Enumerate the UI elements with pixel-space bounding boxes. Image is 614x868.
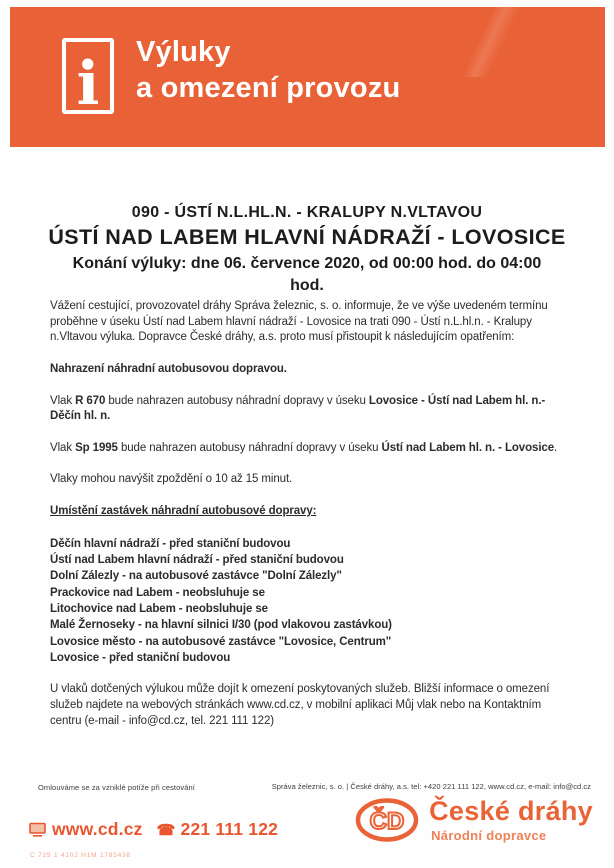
train1-prefix: Vlak bbox=[50, 394, 76, 407]
train1-number: R 670 bbox=[75, 394, 106, 407]
stop-item: Lovosice město - na autobusové zastávce "Lovosice, Centrum" bbox=[50, 635, 392, 648]
info-icon-glyph: i bbox=[76, 48, 100, 119]
cd-logo-name: České dráhy bbox=[429, 795, 593, 826]
header-title-line2: a omezení provozu bbox=[136, 72, 401, 105]
stop-item: Lovosice - před staniční budovou bbox=[50, 651, 231, 664]
document-title-block bbox=[0, 204, 614, 296]
train1-paragraph bbox=[50, 394, 572, 425]
company-contact-line: Správa železnic, s. o. | České dráhy, a.s. tel: +420 221 111 122, www.cd.cz, e-mail: info@cd.cz bbox=[271, 782, 591, 791]
phone-icon: ☎ bbox=[156, 821, 176, 839]
train2-mid: bude nahrazen autobusy náhradní dopravy v úseku bbox=[117, 441, 382, 454]
closure-date-line1: Konání výluky: dne 06. července 2020, od 00:00 hod. do 04:00 bbox=[72, 255, 542, 272]
stops-list bbox=[50, 536, 572, 667]
measure-heading: Nahrazení náhradní autobusovou dopravou. bbox=[50, 362, 287, 375]
train2-number: Sp 1995 bbox=[75, 441, 118, 454]
phone-number: 221 111 122 bbox=[180, 819, 279, 839]
stop-item: Litochovice nad Labem - neobsluhuje se bbox=[50, 602, 268, 615]
info-icon bbox=[62, 38, 114, 119]
ceske-drahy-logo-block bbox=[355, 796, 593, 844]
train2-suffix: . bbox=[554, 441, 558, 454]
header-band bbox=[10, 7, 605, 147]
section-title: ÚSTÍ NAD LABEM HLAVNÍ NÁDRAŽÍ - LOVOSICE bbox=[48, 225, 566, 249]
train1-mid: bude nahrazen autobusy náhradní dopravy v úseku bbox=[105, 394, 369, 407]
scan-fold-artifact bbox=[405, 7, 575, 77]
closure-date-line2: hod. bbox=[290, 276, 324, 294]
closing-paragraph: U vlaků dotčených výlukou může dojít k omezení poskytovaných služeb. Bližší informace o omezení služeb najdete na webových stránkách www.cd.cz, v mobilní aplikaci Můj vlak nebo na Kontaktním centru (e-mail - info@cd.cz, tel. 221 111 122) bbox=[50, 683, 550, 727]
print-code: C 725 1 4102 H1M 1785438 bbox=[30, 852, 131, 859]
apology-note: Omlouváme se za vzniklé potíže při cestování bbox=[38, 783, 195, 792]
train1-route: Lovosice - Ústí nad Labem hl. n.- Děčín hl. n. bbox=[50, 394, 546, 423]
stop-item: Děčín hlavní nádraží - před staniční budovou bbox=[50, 537, 291, 550]
train2-route: Ústí nad Labem hl. n. - Lovosice bbox=[381, 441, 555, 454]
cd-logo-words bbox=[429, 795, 593, 843]
route-number-title: 090 - ÚSTÍ N.L.HL.N. - KRALUPY N.VLTAVOU bbox=[131, 204, 483, 221]
train2-prefix: Vlak bbox=[50, 441, 76, 454]
delay-note: Vlaky mohou navýšit zpoždění o 10 až 15 minut. bbox=[50, 473, 293, 486]
website-item bbox=[29, 819, 143, 840]
contact-row bbox=[29, 819, 278, 840]
cd-logo-icon bbox=[355, 796, 419, 844]
stops-heading: Umístění zastávek náhradní autobusové dopravy: bbox=[50, 505, 317, 517]
svg-text:ČD: ČD bbox=[369, 808, 405, 835]
train2-paragraph bbox=[50, 441, 572, 457]
header-title bbox=[136, 34, 400, 107]
header-title-line1: Výluky bbox=[136, 36, 231, 68]
stop-item: Prackovice nad Labem - neobsluhuje se bbox=[50, 586, 265, 599]
stop-item: Ústí nad Labem hlavní nádraží - před staniční budovou bbox=[50, 553, 344, 566]
website-text: www.cd.cz bbox=[52, 819, 143, 839]
cd-logo-tagline: Národní dopravce bbox=[431, 827, 547, 843]
stop-item: Malé Žernoseky - na hlavní silnici I/30 (pod vlakovou zastávkou) bbox=[50, 619, 392, 632]
monitor-icon bbox=[29, 822, 46, 837]
notice-body bbox=[50, 299, 572, 745]
stop-item: Dolní Zálezly - na autobusové zastávce "Dolní Zálezly" bbox=[50, 570, 342, 583]
phone-item bbox=[157, 819, 278, 840]
intro-paragraph: Vážení cestující, provozovatel dráhy Správa železnic, s. o. informuje, že ve výše uvedeném termínu proběhne v úseku Ústí nad Labem hlavní nádraží - Lovosice na trati 090 - Ústí n.L.hl.n. - Kralupy n.Vltavou výluka. Dopravce České dráhy, a.s. proto musí přistoupit k následujícím opatřením: bbox=[50, 300, 548, 344]
